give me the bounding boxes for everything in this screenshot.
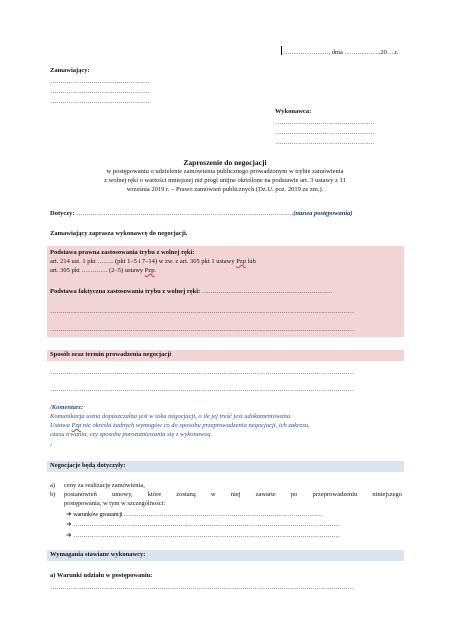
- regarding-dots: ……………………………………………………………………………………………: [76, 210, 294, 217]
- arrow-icon: ➔: [66, 511, 72, 518]
- title-subline-3: września 2019 r. – Prawo zamówień publicznych (Dz.U. poz. 2019 ze zm.).: [126, 186, 324, 193]
- arrow-icon: ➔: [66, 532, 72, 539]
- title-subline-1: w postępowaniu o udzielenie zamówienia publicznego prowadzonym w trybie zamówienia: [106, 168, 344, 175]
- comment-line-2: Ustawa Pzp nie określa żadnych wymogów co do sposobu przeprowadzenia negocjacji, ich zakresu,: [50, 422, 310, 429]
- title-subline-2: z wolnej ręki o wartości mniejszej niż progi unijne określone na podstawie art. 3 ustawy z 11: [104, 177, 346, 184]
- scope-item-b-line-1: postanowień umowy, które zostaną w niej zawarte po przeprowadzeniu niniejszego: [64, 491, 402, 498]
- sub-item-3: ➔ …………………………………………………………………………………………………………………: [66, 532, 340, 539]
- ordering-party-label: Zamawiający:: [50, 67, 90, 74]
- arrow-icon: ➔: [66, 521, 72, 528]
- regarding-label: Dotyczy:: [50, 210, 77, 217]
- sub-item-2: ➔ …………………………………………………………………………………………………………………: [66, 521, 340, 528]
- method-heading: Sposób oraz termin prowadzenia negocjacji: [50, 351, 172, 358]
- contractor-line-3: …………………………………………: [275, 139, 375, 146]
- comment-label: /Komentarz:: [50, 404, 84, 411]
- scope-item-a-letter: a): [50, 482, 56, 489]
- text-cursor: [281, 46, 282, 55]
- comment-close: /: [50, 442, 52, 449]
- method-dots-1: …………………………………………………………………………………………………………………………………: [50, 369, 354, 376]
- method-dots-2: …………………………………………………………………………………………………………………………………: [50, 386, 354, 393]
- legal-basis-line-1: art. 214 ust. 1 pkt …….. (pkt 1–5 i 7–14) w zw. z art. 305 pkt 1 ustawy Pzp lub: [50, 258, 256, 265]
- scope-item-b-letter: b): [50, 491, 56, 498]
- sub-item-1: ➔ warunków gwarancji ……………………………………………………………………………………: [66, 511, 323, 518]
- ordering-party-line-3: …………………………………………: [50, 98, 150, 105]
- requirements-item-a: a) Warunki udziału w postępowaniu:: [50, 572, 153, 579]
- regarding-line: [50, 210, 353, 219]
- scope-item-b-line-2: postępowania, w tym w szczególności:: [64, 500, 166, 507]
- legal-basis-heading: Podstawa prawna zastosowania trybu z wolnej ręki:: [50, 249, 195, 256]
- contractor-line-2: …………………………………………: [275, 129, 375, 136]
- factual-basis-line: Podstawa faktyczna zastosowania trybu z wolnej ręki: ………………………………………………………: [50, 288, 333, 295]
- contractor-label: Wykonawca:: [275, 108, 312, 115]
- legal-basis-line-2: art. 305 pkt ………… (2–5) ustawy Pzp.: [50, 267, 157, 274]
- procedure-name-placeholder: (nazwa postępowania): [293, 210, 353, 217]
- contractor-line-1: …………………………………………: [275, 119, 375, 126]
- negotiation-heading: Negocjacje będą dotyczyły:: [50, 462, 126, 469]
- ordering-party-line-2: …………………………………………: [50, 88, 150, 95]
- ordering-party-line-1: …………………………………………: [50, 78, 150, 85]
- comment-line-1: Komunikacja ustna dopuszczalna jest w toku negocjacji, o ile jej treść jest udokumentowana.: [50, 413, 292, 420]
- requirements-heading: Wymagania stawiane wykonawcy:: [50, 551, 146, 558]
- scope-item-a: ceny za realizację zamówienia,: [64, 482, 145, 489]
- invite-text: Zamawiający zaprasza wykonawcę do negocjacji.: [50, 230, 188, 237]
- factual-basis-dots-2: …………………………………………………………………………………………………………………………………: [50, 326, 354, 333]
- requirements-dots: …………………………………………………………………………………………………………………………………: [50, 584, 354, 591]
- factual-basis-dots-1: …………………………………………………………………………………………………………………………………: [50, 308, 354, 315]
- document-title: Zaproszenie do negocjacji: [183, 158, 267, 167]
- factual-basis-heading: Podstawa faktyczna zastosowania trybu z wolnej ręki:: [50, 288, 201, 295]
- comment-line-3: czasu trwania, czy sposobu porozumiewania się z wykonawcą.: [50, 431, 213, 438]
- date-line: …………………, dnia ……………..20….r.: [281, 46, 398, 58]
